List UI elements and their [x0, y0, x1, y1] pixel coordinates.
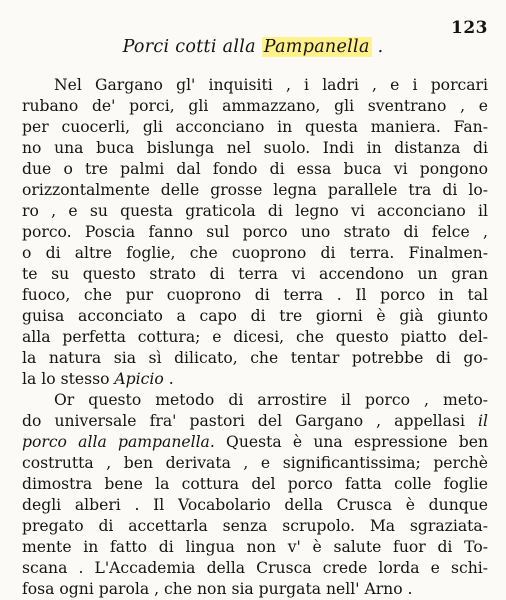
text-line: no una buca bislunga nel suolo. Indi in distanza di [22, 139, 488, 157]
text-line: te su questo strato di terra vi accendono un gran [22, 265, 488, 283]
text-line [22, 411, 488, 432]
text-run: . [163, 370, 174, 388]
text-line: la natura sia sì dilicato, che tentar potrebbe di go- [22, 349, 488, 367]
text-line: fosa ogni parola , che non sia purgata nell' Arno . [22, 580, 413, 598]
paragraph-2 [22, 390, 488, 600]
section-title [0, 37, 506, 57]
italic-phrase: il [478, 412, 488, 430]
text-line: porco. Poscia fanno sul porco uno strato di felce , [22, 223, 488, 241]
italic-phrase: porco alla pampanella [22, 433, 210, 451]
text-line: dimostra bene la cottura del porco fatta colle foglie [22, 475, 488, 493]
text-line: costrutta , ben derivata , e significantissima; perchè [22, 454, 488, 472]
text-line: scana . L'Accademia della Crusca crede lorda e schi- [22, 559, 488, 577]
text-line [22, 432, 488, 453]
text-line: orizzontalmente delle grosse legna parallele tra di lo- [22, 181, 488, 199]
text-line: Nel Gargano gl' inquisiti , i ladri , e i porcari [54, 76, 488, 94]
text-line: rubano de' porci, gli ammazzano, gli sventrano , e [22, 97, 488, 115]
text-line: guisa acconciato a capo di tre giorni è già giunto [22, 307, 488, 325]
body-text [22, 75, 488, 600]
title-highlighted-word: Pampanella [263, 37, 370, 57]
text-line: ro , e su questa graticola di legno vi acconciano il [22, 202, 488, 220]
page-number: 123 [451, 18, 488, 38]
text-line: degli alberi . Il Vocabolario della Crusca è dunque [22, 496, 488, 514]
text-line: mente in fatto di lingua non v' è salute fuor di To- [22, 538, 488, 556]
text-line: Or questo metodo di arrostire il porco , meto- [54, 391, 488, 409]
italic-name: Apicio [114, 370, 164, 388]
text-line: per cuocerli, gli acconciano in questa maniera. Fan- [22, 118, 488, 136]
text-line: due o tre palmi dal fondo di essa buca vi pongono [22, 160, 488, 178]
title-period: . [371, 37, 384, 57]
text-run: . Questa è una espressione ben [209, 433, 488, 451]
text-run: la lo stesso [22, 370, 115, 388]
text-run: do universale fra' pastori del Gargano , appellasi [22, 412, 479, 430]
text-line: fuoco, che pur cuoprono di terra . Il porco in tal [22, 286, 488, 304]
text-line: pregato di accettarla senza scrupolo. Ma sgraziata- [22, 517, 488, 535]
text-line [22, 369, 488, 390]
text-line: o di altre foglie, che cuoprono di terra. Finalmen- [22, 244, 488, 262]
paragraph-1 [22, 75, 488, 390]
title-text: Porci cotti alla [122, 37, 262, 57]
text-line: alla perfetta cottura; e dicesi, che questo piatto del- [22, 328, 488, 346]
